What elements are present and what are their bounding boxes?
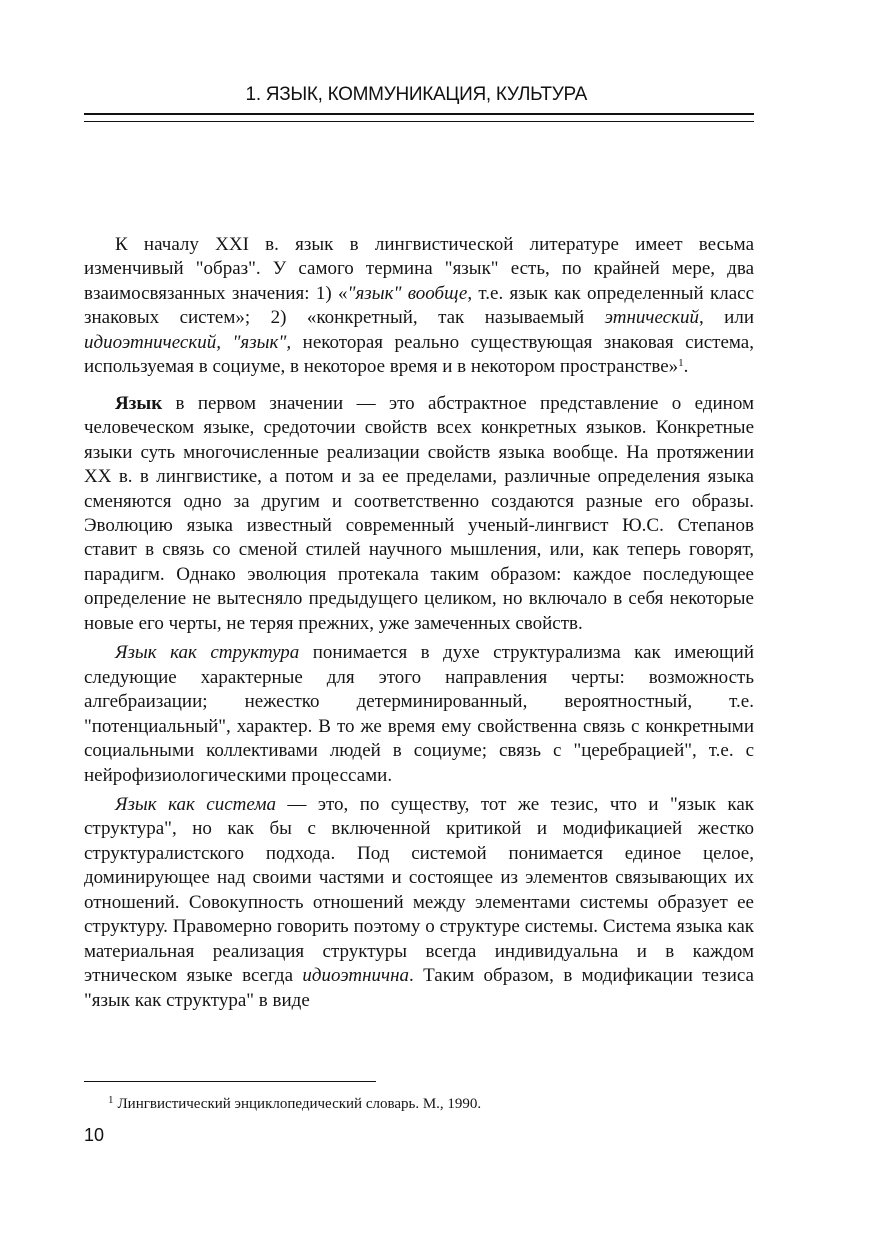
footnote-separator <box>84 1081 376 1082</box>
page-number: 10 <box>84 1125 105 1145</box>
paragraph-2: Язык в первом значении — это абстрактное представление о едином человеческом языке, средоточии свойств всех конкретных языков. Конкретные языки суть многочисленные реализации свойств языка вообще. На протяжении XX в. в лингвистике, а потом и за ее пределами, различные определения языка сменяются одно за другим и соответственно создаются разные его образы. Эволюцию языка известный современный ученый-лингвист Ю.С. Степанов ставит в связь со сменой стилей научного мышления, или, как теперь говорят, парадигм. Однако эволюция протекала таким образом: каждое последующее определение не вытесняло предыдущего целиком, но включало в себя некоторые новые его черты, не теряя прежних, уже замеченных свойств. <box>84 392 754 634</box>
term-language-as-system: Язык как система <box>115 793 276 815</box>
paragraph-4: Язык как система — это, по существу, тот же тезис, что и "язык как структура", но как бы с включенной критикой и модификацией жестко структуралистского подхода. Под системой понимается единое целое, доминирующее над своими частями и состоящее из элементов связывающих их отношений. Совокупность отношений между элементами системы образует ее структуру. Правомерно говорить поэтому о структуре системы. Система языка как материальная реализация структуры всегда индивидуальна и в каждом этническом языке всегда идиоэтнична. Таким образом, в модификации тезиса "язык как структура" в виде <box>84 793 754 1011</box>
footnote <box>108 1096 748 1113</box>
paragraph-1: К началу XXI в. язык в лингвистической литературе имеет весьма изменчивый "образ". У самого термина "язык" есть, по крайней мере, два взаимосвязанных значения: 1) «"язык" вообще, т.е. язык как определенный класс знаковых систем»; 2) «конкретный, так называемый этнический, или идиоэтнический, "язык", некоторая реально существующая знаковая система, используемая в социуме, в некоторое время и в некотором пространстве»$^1$. <box>84 234 755 378</box>
term-language-as-structure: Язык как структура <box>115 642 300 664</box>
running-title: 1. ЯЗЫК, КОММУНИКАЦИЯ, КУЛЬТУРА <box>245 84 587 105</box>
footnote-reference: 1 <box>678 357 684 370</box>
header-rule-thick <box>84 113 754 115</box>
footnote-marker: 1 <box>108 1094 114 1106</box>
paragraph-3: Язык как структура понимается в духе структурализма как имеющий следующие характерные для этого направления черты: возможность алгебраизации; нежестко детерминированный, вероятностный, т.е. "потенциальный", характер. В то же время ему свойственна связь с конкретными социальными коллективами людей в социуме; связь с "церебрацией", т.е. с нейрофизиологическими процессами. <box>84 642 754 786</box>
header-rule-thin <box>84 121 754 122</box>
main-text <box>84 233 754 1013</box>
term-language: Язык <box>115 392 163 414</box>
footnote-text: Лингвистический энциклопедический словарь. М., 1990. <box>117 1096 482 1112</box>
